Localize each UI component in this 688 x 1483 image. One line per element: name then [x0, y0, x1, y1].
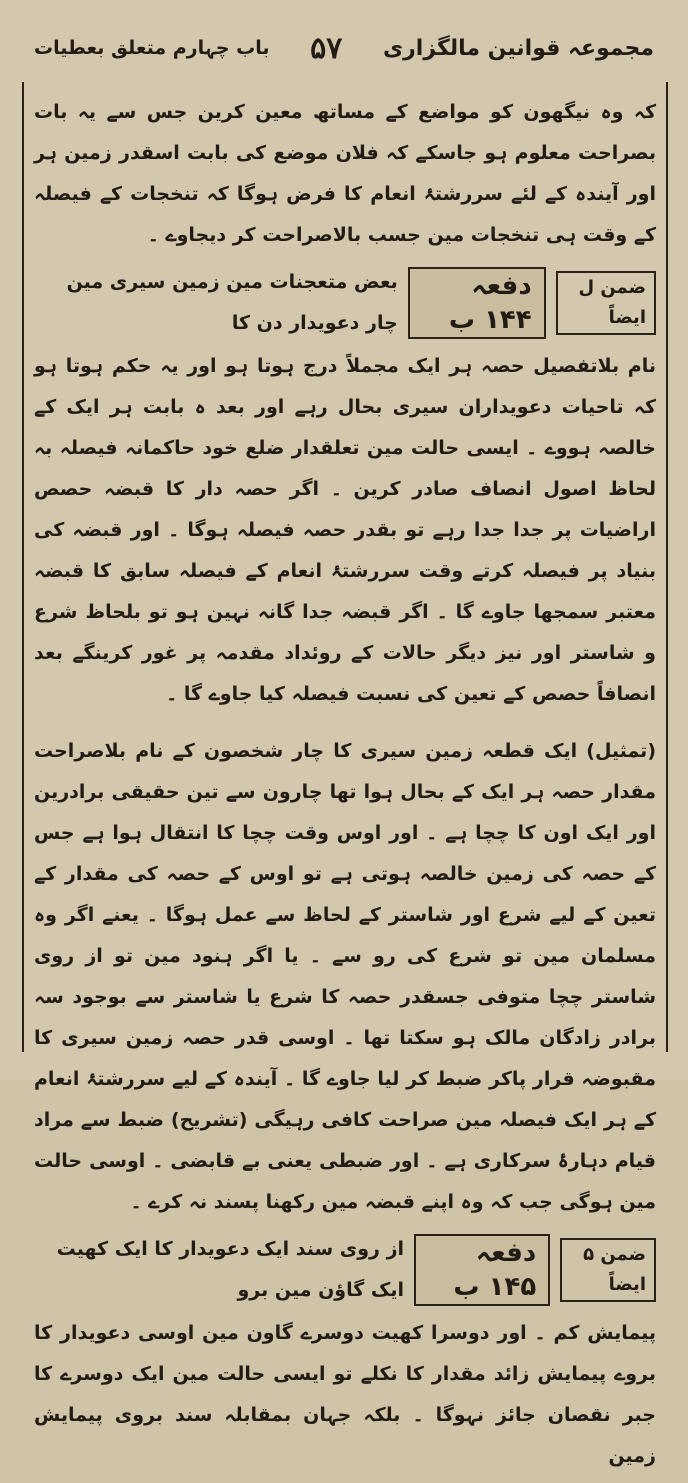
illustration-paragraph: (تمثیل) ایک قطعہ زمین سیری کا چار شخصون کے نام بلاصراحت مقدار حصہ ہر ایک کے بحال ہوا تھا چارون سے تین حقیقی برادرین اور ایک اون کا چچا ہے ۔ اور اوس وقت چچا کا انتقال ہوا ہے جس کے حصہ کی زمین خالصہ ہوتی ہے تو اوس کے حصہ کی مقدار کے تعین کے لیے شرع اور شاستر کے لحاظ سے عمل ہوگا ۔ یعنے اگر وہ مسلمان مین تو شرع کی رو سے ۔ یا اگر ہنود مین تو از روی شاستر چچا متوفی جسقدر حصہ کا شرع یا شاستر سے بوجود سہ برادر زادگان مالک ہو سکتا تھا ۔ اوسی قدر حصہ زمین سیری کا مقبوضہ قرار پاکر ضبط کر لیا جاوے گا ۔ آیندہ کے لیے سررشتۂ انعام کے ہر ایک فیصلہ مین صراحت کافی رہیگی (تشریح) ضبط سے مراد قیام دہارۂ سرکاری ہے ۔ اور ضبطی یعنی بے قابضی ۔ اوسی حالت مین ہوگی جب کہ وہ اپنے قبضہ مین رکھنا پسند نہ کرے ۔ [34, 740, 656, 1213]
section-144-body: نام بلاتفصیل حصہ ہر ایک مجملاً درج ہوتا ہو اور یہ حکم ہوتا ہو کہ تاحیات دعویداران سیری بحال رہے اور بعد ہ بابت ہر ایک کے خالصہ ہووے ۔ ایسی حالت مین تعلقدار ضلع خود حاکمانہ فیصلہ بہ لحاظ اصول انصاف صادر کرین ۔ اگر حصہ دار کا قبضہ حصص اراضیات پر جدا جدا رہے تو بقدر حصہ فیصلہ ہوگا ۔ اور قبضہ کی بنیاد پر فیصلہ کرتے وقت سررشتۂ انعام کے فیصلہ سابق کا قبضہ معتبر سمجھا جاوے گا ۔ اگر قبضہ جدا گانہ نہین ہو تو بلحاظ شرع و شاستر اور نیز دیگر حالات کے روئداد مقدمہ پر غور کرینگے بعد انصافاً حصص کے تعین کی نسبت فیصلہ کیا جاوے گا ۔ [34, 355, 656, 705]
section-number-box: دفعہ ۱۴۵ ب [414, 1234, 550, 1306]
page-header [34, 28, 654, 68]
section-heading-145 [34, 1229, 656, 1311]
intro-paragraph: کہ وہ نیگھون کو مواضع کے مساتھ معین کرین جس سے یہ بات بصراحت معلوم ہو جاسکے کہ فلان موضع کی بابت اسقدر زمین ہر اور آیندہ کے لئے سررشتۂ انعام کا فرض ہوگا کہ تنخجات کے فیصلہ کے وقت ہی تنخجات مین جسب بالاصراحت کر دیجاوے ۔ [34, 101, 656, 246]
book-title: مجموعہ قوانین مالگزاری [382, 35, 654, 61]
page-number: ۵۷ [310, 30, 343, 66]
section-lead-text: از روی سند ایک دعویدار کا ایک کھیت ایک گاؤن مین برو [56, 1238, 405, 1301]
chapter-title: باب چہارم متعلق بعطیات [34, 37, 270, 59]
section-reference: ضمن ل ایضاً [556, 271, 656, 335]
section-number-box: دفعہ ۱۴۴ ب [408, 267, 546, 339]
section-lead-text: بعض متعجنات مین زمین سیری مین چار دعویدار دن کا [66, 271, 398, 334]
section-reference: ضمن ۵ ایضاً [560, 1238, 656, 1302]
section-145-body: پیمایش کم ۔ اور دوسرا کھیت دوسرے گاون مین اوسی دعویدار کا بروے پیمایش زائد مقدار کا نکلے تو ایسی حالت مین ایک دوسرے کا جبر نقصان جائز نہوگا ۔ بلکہ جہان بمقابلہ سند بروی پیمایش زمین [34, 1322, 656, 1467]
body-text [34, 92, 656, 1483]
section-heading-144 [34, 262, 656, 344]
